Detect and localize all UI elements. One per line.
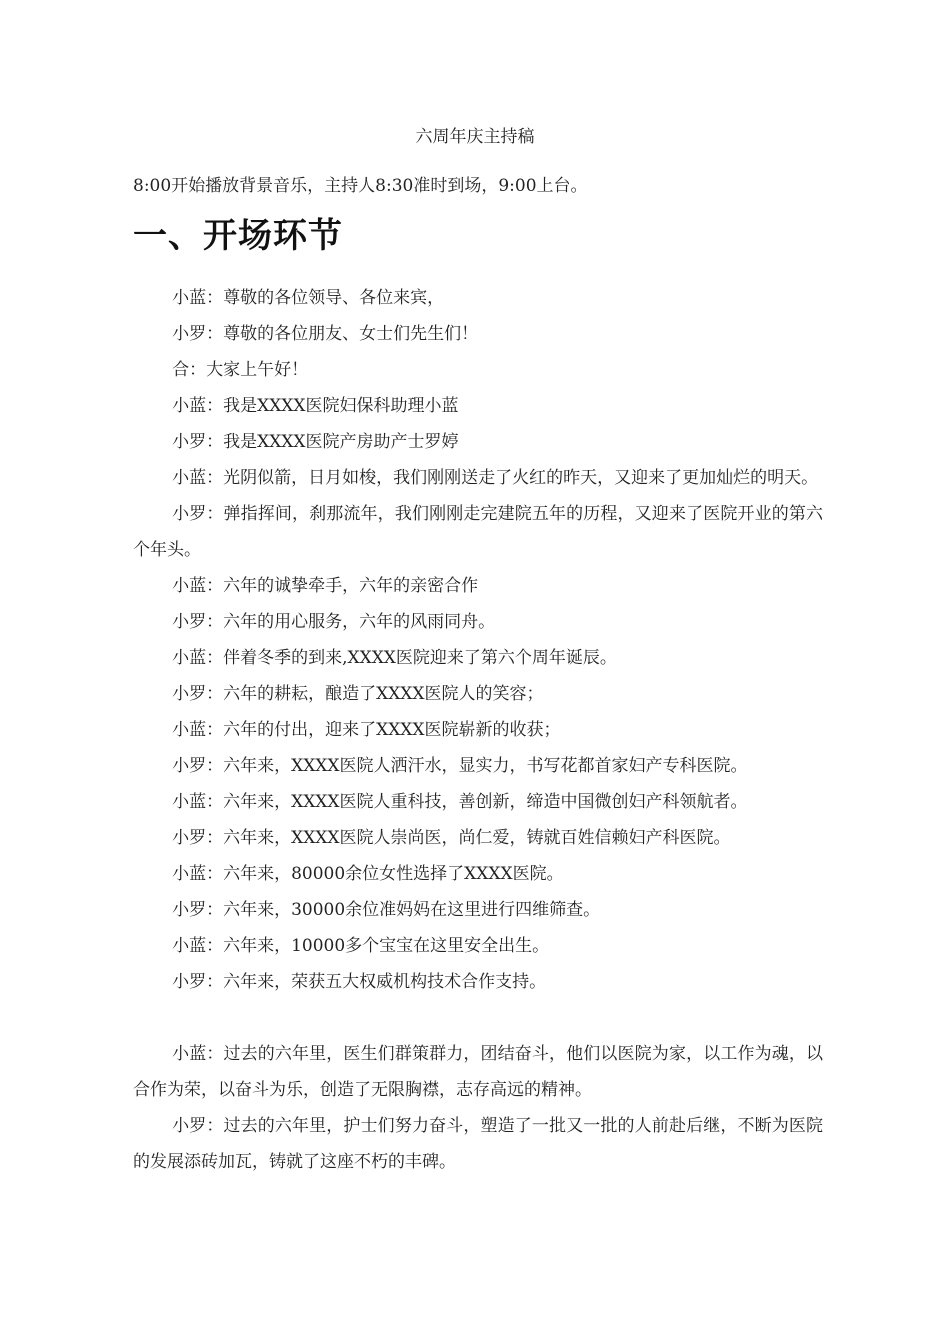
dialogue-line: 小罗：六年来，荣获五大权威机构技术合作支持。 bbox=[172, 972, 547, 992]
dialogue-line: 小罗：六年的耕耘，酿造了XXXX医院人的笑容； bbox=[172, 684, 544, 704]
section-heading: 一、开场环节 bbox=[133, 216, 343, 256]
dialogue-line: 小蓝：六年的诚挚牵手，六年的亲密合作 bbox=[172, 576, 479, 596]
dialogue-line: 小罗：过去的六年里，护士们努力奋斗，塑造了一批又一批的人前赴后继，不断为医院的发展添砖加瓦，铸就了这座不朽的丰碑。 bbox=[133, 1116, 823, 1172]
dialogue-line: 小罗：尊敬的各位朋友、女士们先生们！ bbox=[172, 324, 479, 344]
dialogue-line: 小蓝：过去的六年里，医生们群策群力，团结奋斗，他们以医院为家，以工作为魂，以合作为荣，以奋斗为乐，创造了无限胸襟，志存高远的精神。 bbox=[133, 1044, 823, 1100]
dialogue-line: 小罗：我是XXXX医院产房助产士罗婷 bbox=[172, 432, 459, 452]
dialogue-line: 小蓝：六年来，XXXX医院人重科技，善创新，缔造中国微创妇产科领航者。 bbox=[172, 792, 748, 812]
dialogue-line: 小罗：六年的用心服务，六年的风雨同舟。 bbox=[172, 612, 496, 632]
dialogue-line: 小蓝：六年来，10000多个宝宝在这里安全出生。 bbox=[172, 936, 550, 956]
dialogue-line: 小罗：弹指挥间，刹那流年，我们刚刚走完建院五年的历程，又迎来了医院开业的第六个年头。 bbox=[133, 504, 823, 560]
dialogue-line: 小罗：六年来，XXXX医院人崇尚医，尚仁爱，铸就百姓信赖妇产科医院。 bbox=[172, 828, 731, 848]
paragraph-gap bbox=[133, 1000, 823, 1036]
dialogue-block bbox=[133, 280, 823, 1180]
dialogue-line: 小蓝：伴着冬季的到来,XXXX医院迎来了第六个周年诞辰。 bbox=[172, 648, 617, 668]
dialogue-line: 小蓝：光阴似箭，日月如梭，我们刚刚送走了火红的昨天，又迎来了更加灿烂的明天。 bbox=[172, 468, 819, 488]
dialogue-line: 小罗：六年来，30000余位准妈妈在这里进行四维筛查。 bbox=[172, 900, 601, 920]
intro-paragraph: 8:00开始播放背景音乐，主持人8:30准时到场，9:00上台。 bbox=[133, 176, 588, 196]
dialogue-line: 合：大家上午好！ bbox=[172, 360, 309, 380]
dialogue-line: 小蓝：六年来，80000余位女性选择了XXXX医院。 bbox=[172, 864, 564, 884]
dialogue-line: 小蓝：尊敬的各位领导、各位来宾， bbox=[172, 288, 445, 308]
dialogue-line: 小罗：六年来，XXXX医院人洒汗水，显实力，书写花都首家妇产专科医院。 bbox=[172, 756, 748, 776]
dialogue-line: 小蓝：我是XXXX医院妇保科助理小蓝 bbox=[172, 396, 459, 416]
document-title: 六周年庆主持稿 bbox=[415, 127, 535, 147]
dialogue-line: 小蓝：六年的付出，迎来了XXXX医院崭新的收获； bbox=[172, 720, 561, 740]
